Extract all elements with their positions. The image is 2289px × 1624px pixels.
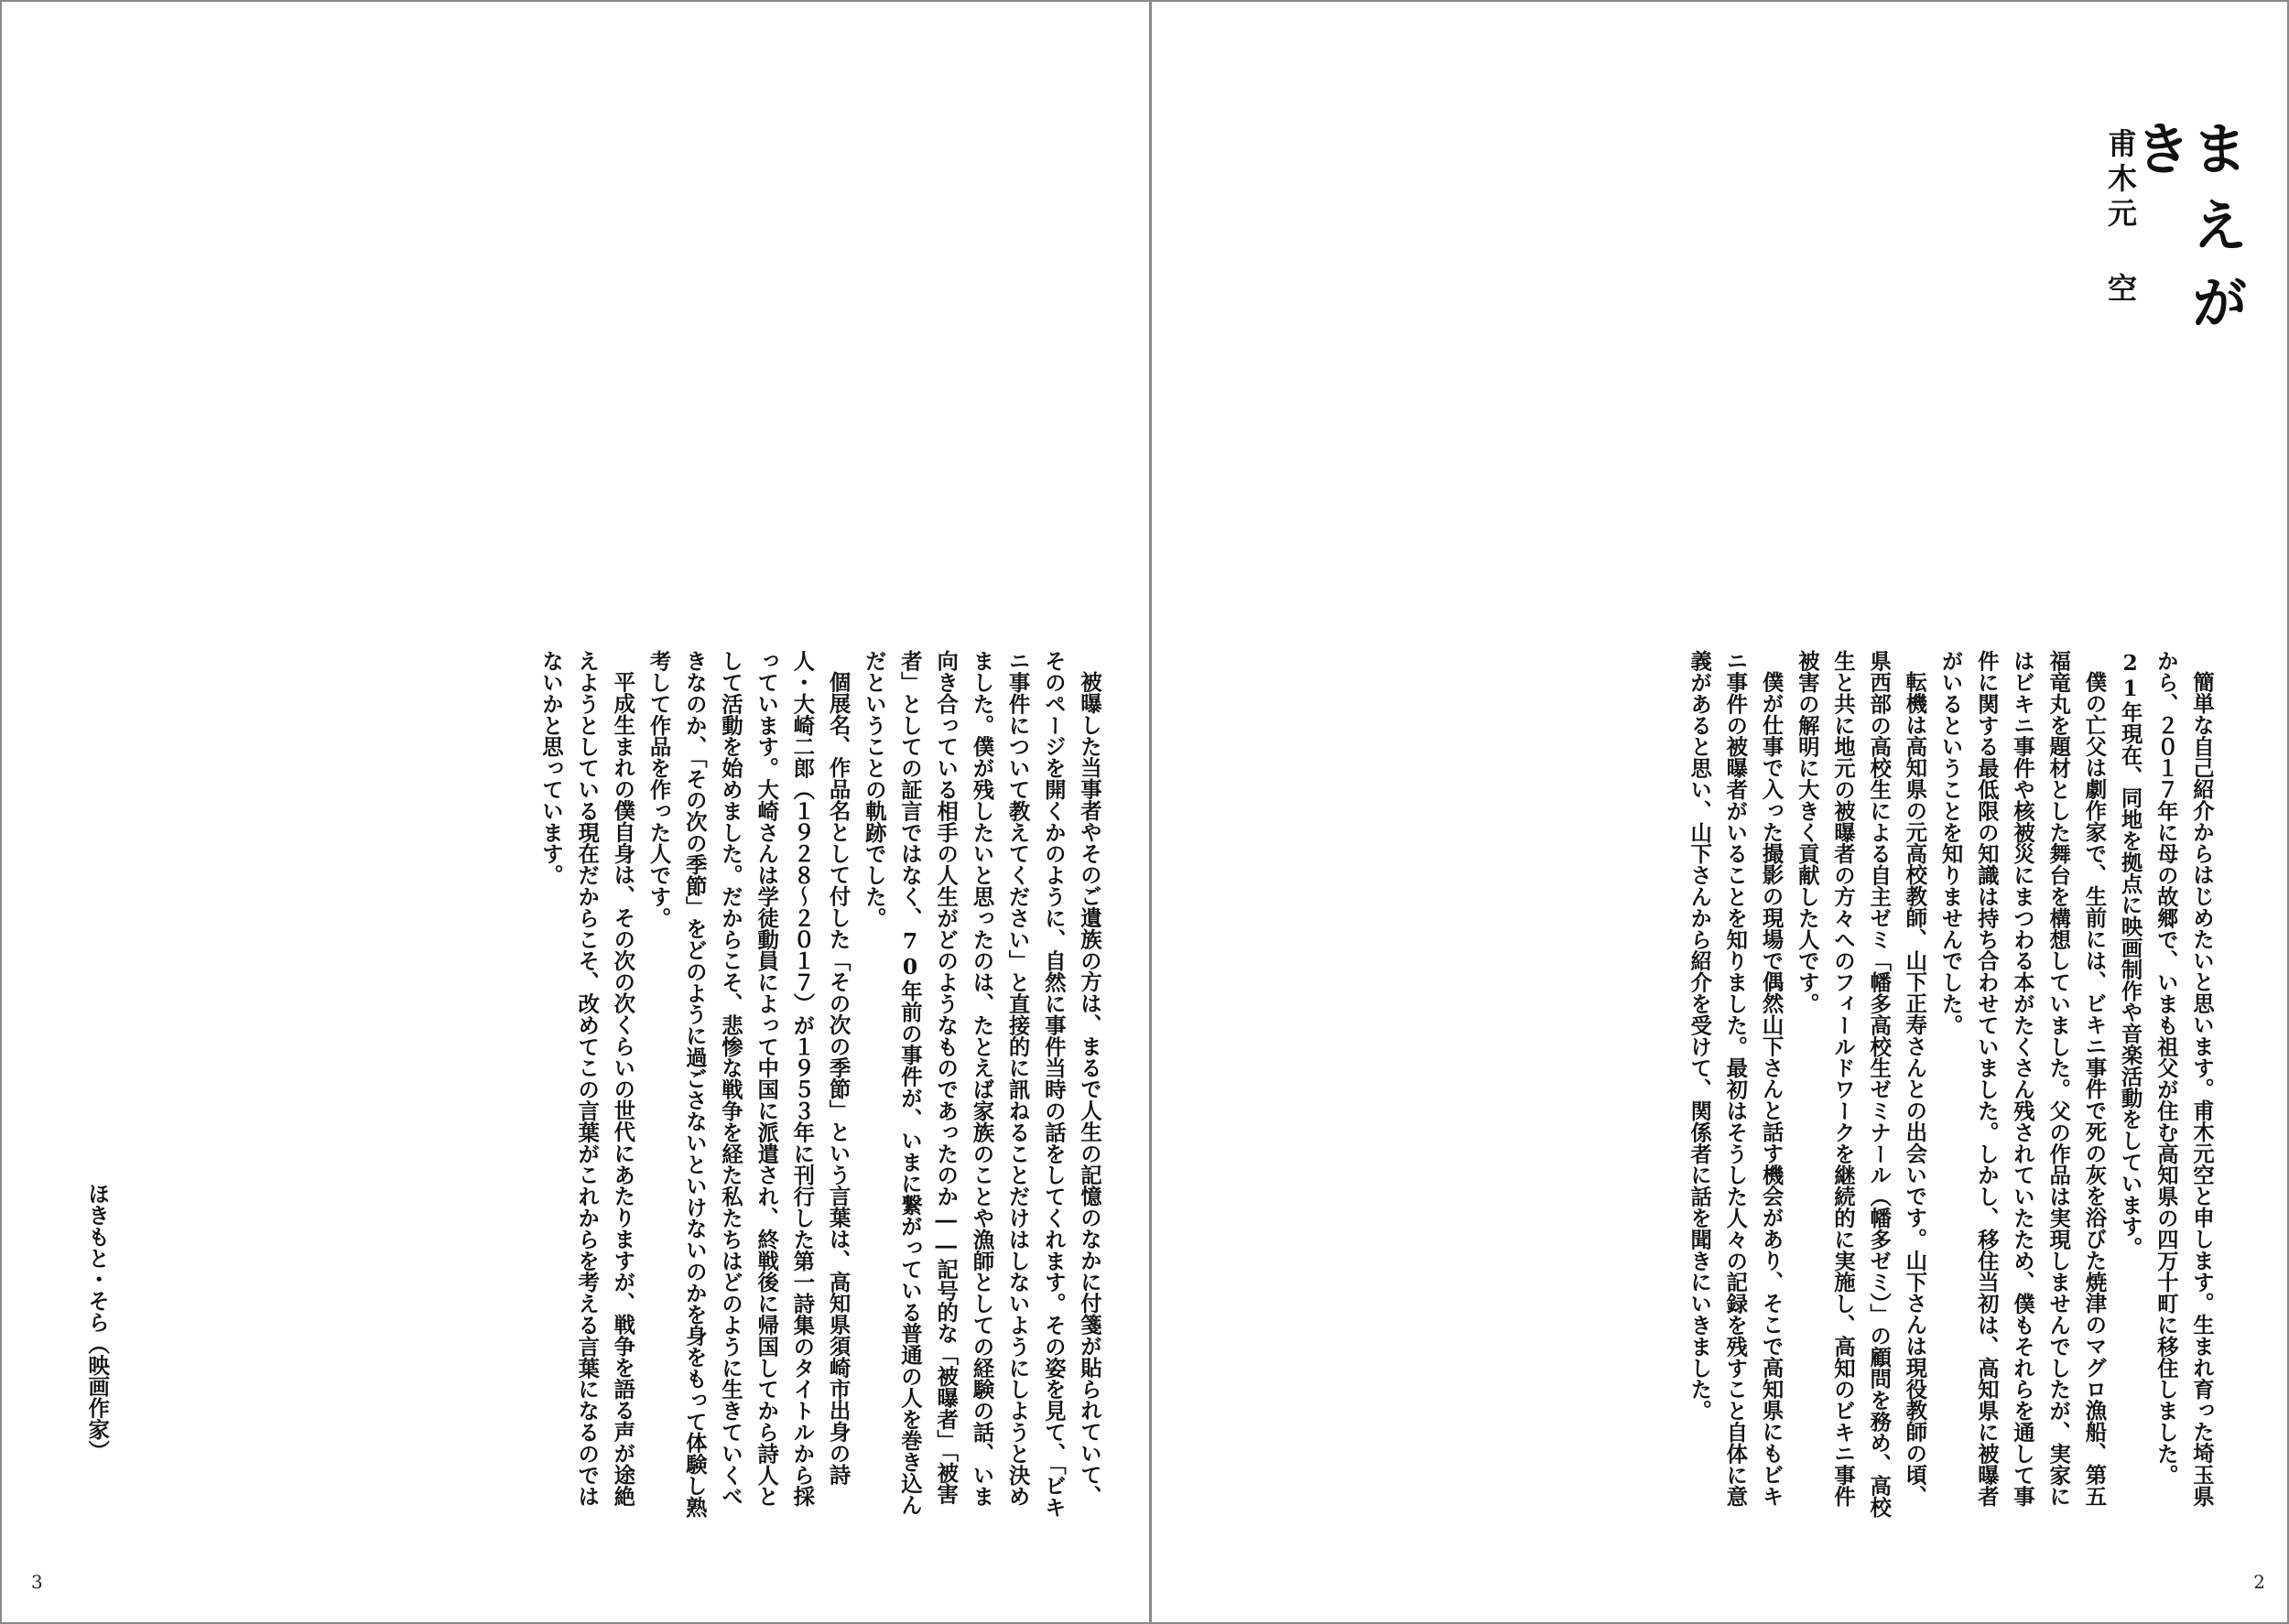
page-title: まえがき <box>2125 119 2249 350</box>
left-page-body <box>533 650 1107 1520</box>
page-number-right: 2 <box>2253 1571 2265 1593</box>
right-paragraph-4: 僕が仕事で入った撮影の現場で偶然山下さんと話す機会があり、そこで高知県にもビキニ事件の被曝者がいることを知りました。最初はそうした人々の記録を残すこと自体に意義があると思い、山下さんから紹介を受けて、関係者に話を聞きにいきました。 <box>1687 650 1785 1507</box>
right-paragraph-2: 僕の亡父は劇作家で、生前には、ビキニ事件で死の灰を浴びた焼津のマグロ漁船、第五福竜丸を題材とした舞台を構想していました。父の作品は実現しませんでしたが、実家にはビキニ事件や核被災にまつわる本がたくさん残されていたため、僕もそれらを通して事件に関する最低限の知識は持ち合わせていました。しかし、移住当初は、高知県に被曝者がいるということを知りませんでした。 <box>1937 650 2108 1507</box>
author-signature: ほきもと・そら（映画作家） <box>84 1183 111 1462</box>
left-paragraph-1: 被曝した当事者やそのご遺族の方は、まるで人生の記憶のなかに付箋が貼られていて、そのページを開くかのように、自然に事件当時の話をしてくれます。その姿を見て、「ビキニ事件について教えてください」と直接的に訊ねることだけはしないようにしようと決めました。僕が残したいと思ったのは、たとえば家族のことや漁師としての経験の話、いま向き合っている相手の人生がどのようなものであったのか――記号的な「被曝者」「被害者」としての証言ではなく、70年前の事件が、いまに繋がっている普通の人を巻き込んだということの軌跡でした。 <box>861 650 1102 1518</box>
left-page <box>2 2 1149 1622</box>
right-paragraph-3: 転機は高知県の元高校教師、山下正寿さんとの出会いです。山下さんは現役教師の頃、県西部の高校生による自主ゼミ「幡多高校生ゼミナール（幡多ゼミ）」の顧問を務め、高校生と共に地元の被曝者の方々へのフィールドワークを継続的に実施し、高知のビキニ事件被害の解明に大きく貢献した人です。 <box>1794 650 1928 1518</box>
right-page <box>1152 2 2289 1622</box>
right-page-body <box>1681 650 2219 1520</box>
right-paragraph-1: 簡単な自己紹介からはじめたいと思います。甫木元空と申します。生まれ育った埼玉県から、２０１７年に母の故郷で、いまも祖父が住む高知県の四万十町に移住しました。21年現在、同地を拠点に映画制作や音楽活動をしています。 <box>2117 650 2215 1507</box>
left-paragraph-3: 平成生まれの僕自身は、その次の次くらいの世代にあたりますが、戦争を語る声が途絶えようとしている現在だからこそ、改めてこの言葉がこれからを考える言葉になるのではないかと思っています。 <box>537 650 636 1507</box>
author-name: 甫木元 空 <box>2103 128 2138 308</box>
left-paragraph-2: 個展名、作品名として付した「その次の季節」という言葉は、高知県須崎市出身の詩人・大崎二郎（１９２８～２０１７）が１９５３年に刊行した第一詩集のタイトルから採っています。大崎さんは学徒動員によって中国に派遣され、終戦後に帰国してから詩人として活動を始めました。だからこそ、悲惨な戦争を経た私たちはどのように生きていくべきなのか、「その次の季節」をどのように過ごさないといけないのかを身をもって体験し熟考して作品を作った人です。 <box>645 650 852 1518</box>
page-number-left: 3 <box>31 1571 43 1593</box>
